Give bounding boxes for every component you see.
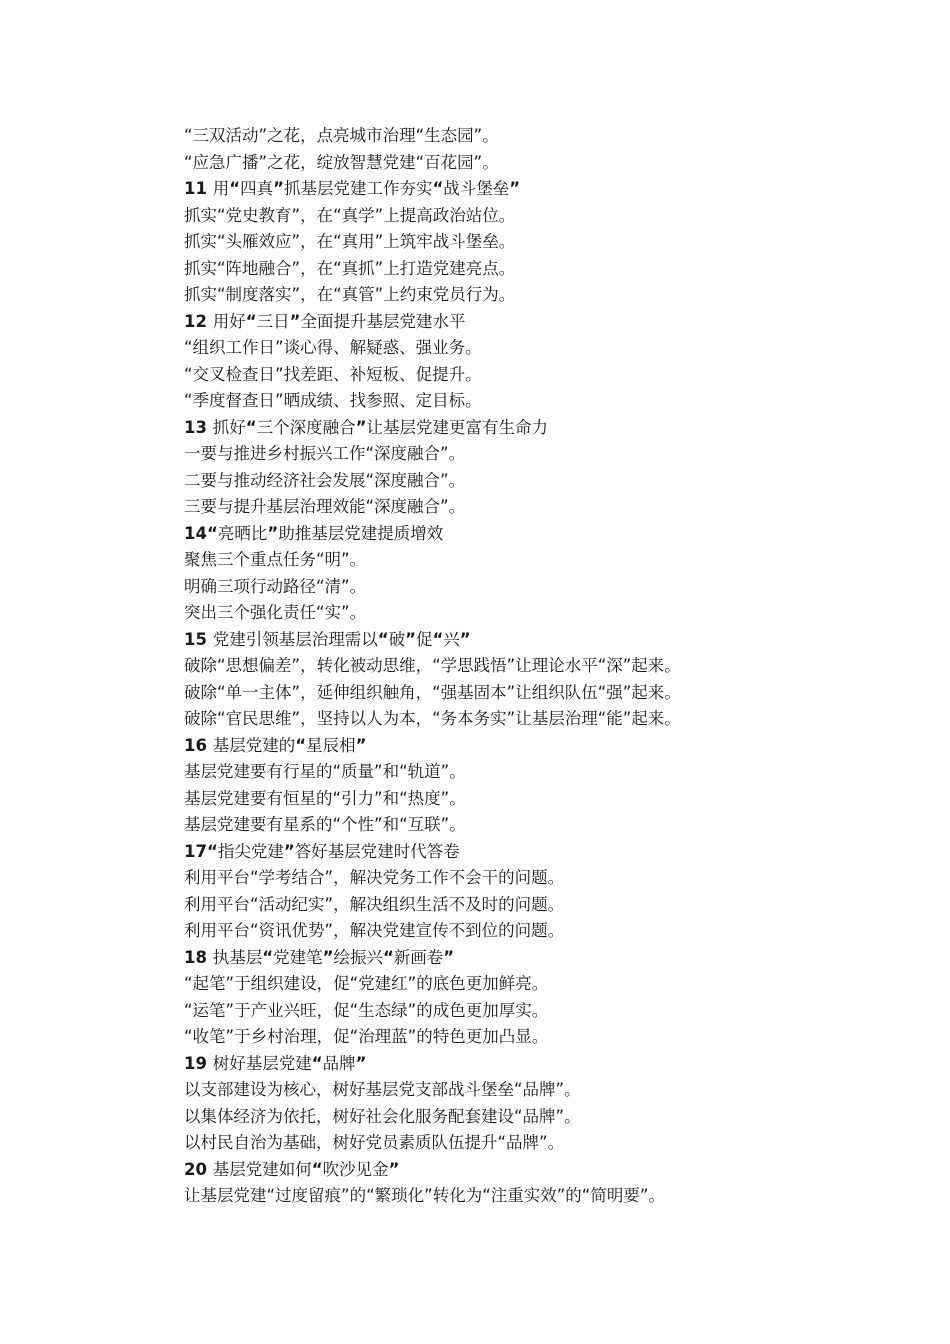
heading-fragment: 17 bbox=[184, 841, 207, 861]
heading-fragment: ” bbox=[355, 735, 367, 755]
heading-fragment: 促 bbox=[415, 629, 433, 649]
text-line: 以集体经济为依托，树好社会化服务配套建设“品牌”。 bbox=[184, 1106, 581, 1126]
heading-fragment: 用好 bbox=[212, 311, 246, 331]
heading-fragment: ” bbox=[322, 947, 334, 967]
heading-fragment: ” bbox=[443, 947, 455, 967]
text-line: 破除“思想偏差”，转化被动思维，“学思践悟”让理论水平“深”起来。 bbox=[184, 656, 681, 675]
heading-fragment: 13 bbox=[184, 417, 213, 437]
text-line: 让基层党建“过度留痕”的“繁琐化”转化为“注重实效”的“简明要”。 bbox=[184, 1186, 665, 1205]
text-line: 破除“官民思维”，坚持以人为本，“务本务实”让基层治理“能”起来。 bbox=[184, 709, 681, 728]
heading-fragment: 助推基层党建提质增效 bbox=[278, 523, 444, 543]
section-heading bbox=[184, 627, 924, 654]
heading-fragment: ” bbox=[388, 1159, 400, 1179]
text-line: 利用平台“资讯优势”，解决党建宣传不到位的问题。 bbox=[184, 921, 565, 940]
heading-fragment: “ bbox=[295, 735, 307, 755]
heading-fragment: 11 bbox=[184, 179, 213, 198]
heading-fragment: 答好基层党建时代答卷 bbox=[294, 841, 460, 861]
text-line: 基层党建要有行星的“质量”和“轨道”。 bbox=[184, 762, 466, 781]
section-heading bbox=[184, 1157, 924, 1184]
text-line: “收笔”于乡村治理，促“治理蓝”的特色更加凸显。 bbox=[184, 1027, 549, 1046]
document-body bbox=[184, 123, 924, 1210]
heading-fragment: “ bbox=[432, 629, 444, 649]
heading-fragment: ” bbox=[355, 417, 367, 437]
heading-fragment: ” bbox=[267, 523, 279, 543]
heading-fragment: 18 bbox=[184, 947, 213, 967]
heading-fragment: “ bbox=[245, 311, 257, 331]
text-line: 二要与推动经济社会发展“深度融合”。 bbox=[184, 470, 466, 490]
heading-fragment: “ bbox=[229, 179, 241, 198]
text-line: 三要与提升基层治理效能“深度融合”。 bbox=[184, 497, 466, 516]
text-line: 抓实“头雁效应”，在“真用”上筑牢战斗堡垒。 bbox=[184, 232, 516, 251]
heading-fragment: 亮晒比 bbox=[217, 523, 268, 543]
heading-fragment: “ bbox=[245, 417, 257, 437]
text-line: “组织工作日”谈心得、解疑惑、强业务。 bbox=[184, 338, 482, 357]
heading-fragment: ” bbox=[273, 179, 284, 198]
heading-fragment: “ bbox=[311, 1053, 323, 1073]
heading-fragment: 抓基层党建工作夯实 bbox=[283, 179, 433, 198]
heading-fragment: “ bbox=[206, 523, 218, 543]
heading-fragment: 星辰相 bbox=[306, 735, 356, 755]
text-line: 利用平台“活动纪实”，解决组织生活不及时的问题。 bbox=[184, 894, 565, 914]
text-line: 抓实“阵地融合”，在“真抓”上打造党建亮点。 bbox=[184, 258, 516, 278]
text-line: 破除“单一主体”，延伸组织触角，“强基固本”让组织队伍“强”起来。 bbox=[184, 682, 681, 702]
text-line: 突出三个强化责任“实”。 bbox=[184, 603, 367, 622]
section-heading bbox=[184, 945, 924, 972]
heading-fragment: 战斗堡垒 bbox=[443, 179, 510, 198]
heading-fragment: “ bbox=[262, 947, 274, 967]
heading-fragment: “ bbox=[377, 629, 389, 649]
heading-fragment: 党建笔 bbox=[273, 947, 323, 967]
heading-fragment: 让基层党建更富有生命力 bbox=[366, 417, 548, 437]
section-heading bbox=[184, 839, 924, 866]
heading-fragment: 14 bbox=[184, 523, 207, 543]
heading-fragment: “ bbox=[206, 841, 218, 861]
text-line: 利用平台“学考结合”，解决党务工作不会干的问题。 bbox=[184, 868, 565, 887]
text-line: 聚焦三个重点任务“明”。 bbox=[184, 550, 367, 569]
heading-fragment: 品牌 bbox=[322, 1053, 356, 1073]
heading-fragment: 执基层 bbox=[212, 947, 263, 967]
heading-fragment: 树好基层党建 bbox=[212, 1053, 312, 1073]
heading-fragment: ” bbox=[459, 629, 471, 649]
text-line: “季度督查日”晒成绩、找参照、定目标。 bbox=[184, 391, 482, 410]
heading-fragment: “ bbox=[311, 1159, 323, 1179]
heading-fragment: 用 bbox=[212, 179, 230, 198]
text-line: 抓实“制度落实”，在“真管”上约束党员行为。 bbox=[184, 285, 516, 304]
heading-fragment: 三个深度融合 bbox=[256, 417, 356, 437]
heading-fragment: 新画卷 bbox=[393, 947, 444, 967]
text-line: “应急广播”之花，绽放智慧党建“百花园”。 bbox=[184, 152, 499, 172]
heading-fragment: 20 bbox=[184, 1159, 213, 1179]
text-line: 以支部建设为核心，树好基层党支部战斗堡垒“品牌”。 bbox=[184, 1080, 581, 1099]
heading-fragment: ” bbox=[355, 1053, 367, 1073]
heading-fragment: 党建引领基层治理需以 bbox=[212, 629, 378, 649]
section-heading bbox=[184, 309, 924, 336]
section-heading bbox=[184, 733, 924, 760]
heading-fragment: ” bbox=[405, 629, 416, 649]
heading-fragment: 吹沙见金 bbox=[322, 1159, 389, 1179]
text-line: 抓实“党史教育”，在“真学”上提高政治站位。 bbox=[184, 205, 516, 225]
heading-fragment: 基层党建如何 bbox=[212, 1159, 312, 1179]
heading-fragment: 兴 bbox=[443, 629, 460, 649]
text-line: “交叉检查日”找差距、补短板、促提升。 bbox=[184, 364, 482, 384]
section-heading bbox=[184, 1051, 924, 1078]
text-line: “三双活动”之花，点亮城市治理“生态园”。 bbox=[184, 126, 499, 145]
heading-fragment: “ bbox=[432, 179, 444, 198]
heading-fragment: 四真 bbox=[240, 179, 274, 198]
heading-fragment: 16 bbox=[184, 735, 213, 755]
text-line: 一要与推进乡村振兴工作“深度融合”。 bbox=[184, 444, 466, 463]
text-line: 明确三项行动路径“清”。 bbox=[184, 576, 367, 596]
heading-fragment: 19 bbox=[184, 1053, 213, 1073]
text-line: 基层党建要有恒星的“引力”和“热度”。 bbox=[184, 788, 466, 808]
heading-fragment: ” bbox=[289, 311, 301, 331]
section-heading bbox=[184, 521, 924, 548]
heading-fragment: 三日 bbox=[256, 311, 290, 331]
heading-fragment: 全面提升基层党建水平 bbox=[300, 311, 466, 331]
heading-fragment: 破 bbox=[388, 629, 406, 649]
text-line: 以村民自治为基础，树好党员素质队伍提升“品牌”。 bbox=[184, 1133, 565, 1152]
heading-fragment: 15 bbox=[184, 629, 213, 649]
text-line: 基层党建要有星系的“个性”和“互联”。 bbox=[184, 815, 466, 834]
text-line: “运笔”于产业兴旺，促“生态绿”的成色更加厚实。 bbox=[184, 1000, 549, 1020]
heading-fragment: 基层党建的 bbox=[212, 735, 296, 755]
text-line: “起笔”于组织建设，促“党建红”的底色更加鲜亮。 bbox=[184, 974, 549, 993]
section-heading bbox=[184, 176, 924, 203]
heading-fragment: 12 bbox=[184, 311, 213, 331]
heading-fragment: ” bbox=[509, 179, 521, 198]
heading-fragment: “ bbox=[382, 947, 394, 967]
heading-fragment: 抓好 bbox=[212, 417, 246, 437]
heading-fragment: ” bbox=[283, 841, 295, 861]
section-heading bbox=[184, 415, 924, 442]
heading-fragment: 绘振兴 bbox=[333, 947, 383, 967]
heading-fragment: 指尖党建 bbox=[217, 841, 284, 861]
